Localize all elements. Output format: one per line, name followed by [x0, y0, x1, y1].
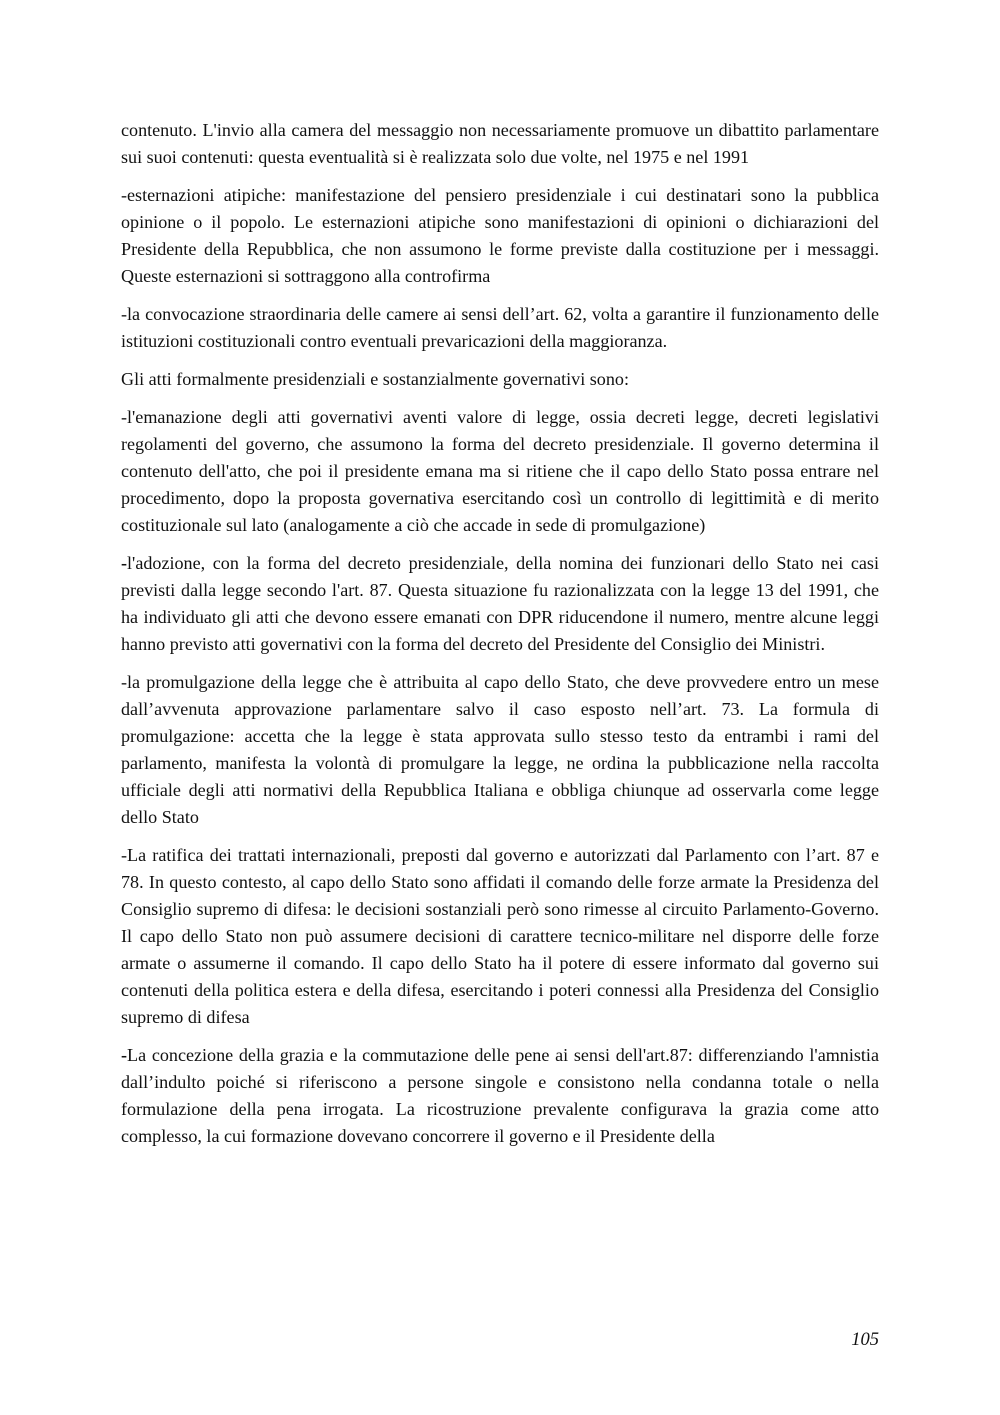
- paragraph-text: La concezione della grazia e la commutazione delle pene ai sensi dell'art.87: differenziando l'amnistia dall’indulto poiché si riferiscono a persone singole e consistono nella condanna totale o nella formulazione della pena irrogata. La ricostruzione prevalente configurava la grazia come atto complesso, la cui formazione dovevano concorrere il governo e il Presidente della: [121, 1045, 879, 1146]
- paragraph-3: [121, 301, 879, 355]
- paragraph-text: Gli atti formalmente presidenziali e sostanzialmente governativi sono:: [121, 369, 629, 389]
- paragraph-text: l'adozione, con la forma del decreto presidenziale, della nomina dei funzionari dello Stato nei casi previsti dalla legge secondo l'art. 87. Questa situazione fu razionalizzata con la legge 13 del 1991, che ha individuato gli atti che devono essere emanati con DPR riducendone il numero, mentre alcune leggi hanno previsto atti governativi con la forma del decreto del Presidente del Consiglio dei Ministri.: [121, 553, 879, 654]
- paragraph-text: -esternazioni atipiche: manifestazione del pensiero presidenziale i cui destinatari sono la pubblica opinione o il popolo. Le esternazioni atipiche sono manifestazioni di opinioni o dichiarazioni del Presidente della Repubblica, che non assumono le forme previste dalla costituzione per i messaggi. Queste esternazioni si sottraggono alla controfirma: [121, 185, 879, 286]
- paragraph-text: -La ratifica dei trattati internazionali, preposti dal governo e autorizzati dal Parlamento con l’art. 87 e 78. In questo contesto, al capo dello Stato sono affidati il comando delle forze armate la Presidenza del Consiglio supremo di difesa: le decisioni sostanziali però sono rimesse al circuito Parlamento-Governo. Il capo dello Stato non può assumere decisioni di carattere tecnico-militare nel disporre delle forze armate o assumerne il comando. Il capo dello Stato ha il potere di essere informato dal governo sui contenuti della politica estera e della difesa, esercitando i poteri connessi alla Presidenza del Consiglio supremo di difesa: [121, 845, 879, 1027]
- paragraph-9: [121, 1042, 879, 1150]
- page-number: 105: [851, 1330, 879, 1350]
- paragraph-lead-dash: -: [121, 1045, 128, 1065]
- document-body: [121, 117, 879, 1160]
- paragraph-6: [121, 550, 879, 658]
- paragraph-7: [121, 669, 879, 831]
- paragraph-5: [121, 404, 879, 539]
- paragraph-8: [121, 842, 879, 1031]
- paragraph-text: contenuto. L'invio alla camera del messaggio non necessariamente promuove un dibattito parlamentare sui suoi contenuti: questa eventualità si è realizzata solo due volte, nel 1975 e nel 1991: [121, 120, 879, 167]
- paragraph-lead-dash: -: [121, 553, 128, 573]
- paragraph-1: [121, 117, 879, 171]
- paragraph-text: -l'emanazione degli atti governativi aventi valore di legge, ossia decreti legge, decreti legislativi regolamenti del governo, che assumono la forma del decreto presidenziale. Il governo determina il contenuto dell'atto, che poi il presidente emana ma si ritiene che il capo dello Stato possa entrare nel procedimento, dopo la proposta governativa esercitando così un controllo di legittimità e di merito costituzionale sul lato (analogamente a ciò che accade in sede di promulgazione): [121, 407, 879, 535]
- paragraph-2: [121, 182, 879, 290]
- paragraph-text: -la promulgazione della legge che è attribuita al capo dello Stato, che deve provvedere entro un mese dall’avvenuta approvazione parlamentare salvo il caso esposto nell’art. 73. La formula di promulgazione: accetta che la legge è stata approvata sullo stesso testo da entrambi i rami del parlamento, manifesta la volontà di promulgare la legge, ne ordina la pubblicazione nella raccolta ufficiale degli atti normativi della Repubblica Italiana e obbliga chiunque ad osservarla come legge dello Stato: [121, 672, 879, 827]
- paragraph-4: [121, 366, 879, 393]
- paragraph-text: -la convocazione straordinaria delle camere ai sensi dell’art. 62, volta a garantire il funzionamento delle istituzioni costituzionali contro eventuali prevaricazioni della maggioranza.: [121, 304, 879, 351]
